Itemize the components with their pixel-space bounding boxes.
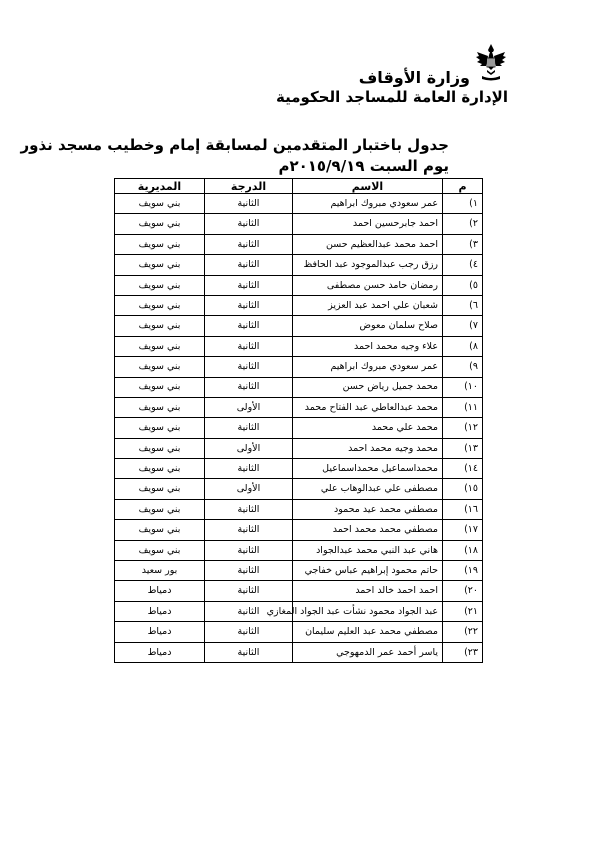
table-row [115, 214, 483, 234]
row-number: ٦) [443, 295, 483, 315]
applicant-degree: الأولى [205, 438, 293, 458]
applicant-directorate: بني سويف [115, 540, 205, 560]
applicant-directorate: بني سويف [115, 418, 205, 438]
applicant-directorate: بني سويف [115, 234, 205, 254]
applicant-name: محمد عبدالعاطي عبد الفتاح محمد [293, 397, 443, 417]
table-row [115, 316, 483, 336]
applicant-degree: الثانية [205, 601, 293, 621]
applicant-degree: الأولى [205, 397, 293, 417]
row-number: ٢) [443, 214, 483, 234]
applicant-directorate: دمياط [115, 642, 205, 662]
row-number: ١٨) [443, 540, 483, 560]
table-row [115, 520, 483, 540]
applicant-degree: الثانية [205, 377, 293, 397]
applicant-degree: الثانية [205, 336, 293, 356]
applicant-name: محمد وجيه محمد احمد [293, 438, 443, 458]
row-number: ٤) [443, 255, 483, 275]
applicant-name: علاء وجيه محمد احمد [293, 336, 443, 356]
applicant-name: مصطفي محمد عبد العليم سليمان [293, 622, 443, 642]
applicant-degree: الثانية [205, 418, 293, 438]
applicant-name: عبد الجواد محمود نشأت عبد الجواد المغازي [293, 601, 443, 621]
applicant-degree: الثانية [205, 194, 293, 214]
applicant-directorate: بني سويف [115, 194, 205, 214]
row-number: ٧) [443, 316, 483, 336]
table-row [115, 397, 483, 417]
applicant-degree: الثانية [205, 622, 293, 642]
row-number: ٢٣) [443, 642, 483, 662]
table-row [115, 581, 483, 601]
document-title: جدول باختبار المتقدمين لمسابقة إمام وخطيب مسجد نذور [20, 136, 449, 154]
applicant-directorate: بني سويف [115, 520, 205, 540]
table-row [115, 255, 483, 275]
row-number: ٥) [443, 275, 483, 295]
row-number: ١٥) [443, 479, 483, 499]
table-row [115, 336, 483, 356]
applicant-degree: الثانية [205, 214, 293, 234]
row-number: ١٣) [443, 438, 483, 458]
row-number: ٢١) [443, 601, 483, 621]
row-number: ٩) [443, 357, 483, 377]
column-header-degree: الدرجة [205, 179, 293, 194]
table-row [115, 234, 483, 254]
applicant-directorate: بني سويف [115, 316, 205, 336]
table-row [115, 438, 483, 458]
applicant-name: مصطفى علي عبدالوهاب علي [293, 479, 443, 499]
applicant-directorate: بني سويف [115, 397, 205, 417]
applicant-degree: الثانية [205, 540, 293, 560]
applicant-degree: الثانية [205, 581, 293, 601]
directorate-name: الإدارة العامة للمساجد الحكومية [276, 88, 508, 106]
table-row [115, 601, 483, 621]
eagle-emblem-icon [474, 42, 508, 82]
column-header-directorate: المديرية [115, 179, 205, 194]
row-number: ٨) [443, 336, 483, 356]
applicant-directorate: بني سويف [115, 255, 205, 275]
row-number: ٢٠) [443, 581, 483, 601]
applicant-name: شعبان علي احمد عبد العزيز [293, 295, 443, 315]
applicant-name: احمد احمد خالد احمد [293, 581, 443, 601]
applicant-degree: الثانية [205, 561, 293, 581]
table-row [115, 540, 483, 560]
table-row [115, 295, 483, 315]
applicant-name: عمر سعودي مبروك ابراهيم [293, 194, 443, 214]
applicant-degree: الثانية [205, 234, 293, 254]
table-row [115, 561, 483, 581]
applicant-name: صلاح سلمان معوض [293, 316, 443, 336]
row-number: ١٦) [443, 499, 483, 519]
applicant-degree: الثانية [205, 275, 293, 295]
applicant-name: رمضان حامد حسن مصطفى [293, 275, 443, 295]
table-row [115, 499, 483, 519]
row-number: ٢٢) [443, 622, 483, 642]
applicant-directorate: دمياط [115, 622, 205, 642]
table-row [115, 479, 483, 499]
table-row [115, 275, 483, 295]
row-number: ١٤) [443, 459, 483, 479]
applicant-degree: الثانية [205, 642, 293, 662]
applicant-directorate: بني سويف [115, 499, 205, 519]
row-number: ١٧) [443, 520, 483, 540]
applicant-directorate: بني سويف [115, 479, 205, 499]
applicant-degree: الثانية [205, 295, 293, 315]
applicant-directorate: بني سويف [115, 377, 205, 397]
row-number: ١٩) [443, 561, 483, 581]
applicant-name: محمداسماعيل محمداسماعيل [293, 459, 443, 479]
applicant-directorate: بني سويف [115, 275, 205, 295]
row-number: ١٠) [443, 377, 483, 397]
applicant-name: محمد علي محمد [293, 418, 443, 438]
applicant-directorate: بني سويف [115, 214, 205, 234]
column-header-number: م [443, 179, 483, 194]
applicant-directorate: بني سويف [115, 438, 205, 458]
table-row [115, 194, 483, 214]
document-date: يوم السبت ٢٠١٥/٩/١٩م [278, 157, 449, 175]
applicant-degree: الثانية [205, 357, 293, 377]
row-number: ١٢) [443, 418, 483, 438]
applicant-directorate: دمياط [115, 601, 205, 621]
column-header-name: الاسم [293, 179, 443, 194]
applicant-directorate: دمياط [115, 581, 205, 601]
applicant-degree: الثانية [205, 316, 293, 336]
applicant-name: محمد جميل رياض حسن [293, 377, 443, 397]
applicant-name: حاتم محمود إبراهيم عباس خفاجي [293, 561, 443, 581]
row-number: ١) [443, 194, 483, 214]
applicant-name: احمد جابرحسين احمد [293, 214, 443, 234]
table-row [115, 622, 483, 642]
applicant-directorate: بور سعيد [115, 561, 205, 581]
table-row [115, 377, 483, 397]
table-header-row [115, 179, 483, 194]
applicant-name: رزق رجب عبدالموجود عبد الحافظ [293, 255, 443, 275]
applicant-name: مصطفي محمد محمد احمد [293, 520, 443, 540]
row-number: ٣) [443, 234, 483, 254]
applicant-degree: الثانية [205, 499, 293, 519]
applicant-degree: الثانية [205, 255, 293, 275]
table-body [115, 194, 483, 663]
applicants-table [114, 178, 483, 663]
ministry-name: وزارة الأوقاف [358, 68, 470, 87]
table-row [115, 357, 483, 377]
applicant-name: مصطفي محمد عيد محمود [293, 499, 443, 519]
applicant-directorate: بني سويف [115, 357, 205, 377]
applicant-name: ياسر أحمد عمر الدمهوجي [293, 642, 443, 662]
applicant-directorate: بني سويف [115, 295, 205, 315]
applicant-directorate: بني سويف [115, 459, 205, 479]
letterhead [268, 42, 508, 112]
table-row [115, 459, 483, 479]
applicant-degree: الثانية [205, 459, 293, 479]
applicant-name: احمد محمد عبدالعظيم حسن [293, 234, 443, 254]
applicant-degree: الأولى [205, 479, 293, 499]
table-row [115, 418, 483, 438]
applicant-name: عمر سعودي مبروك ابراهيم [293, 357, 443, 377]
applicant-directorate: بني سويف [115, 336, 205, 356]
table-row [115, 642, 483, 662]
applicant-name: هاني عبد النبي محمد عبدالجواد [293, 540, 443, 560]
applicant-degree: الثانية [205, 520, 293, 540]
row-number: ١١) [443, 397, 483, 417]
